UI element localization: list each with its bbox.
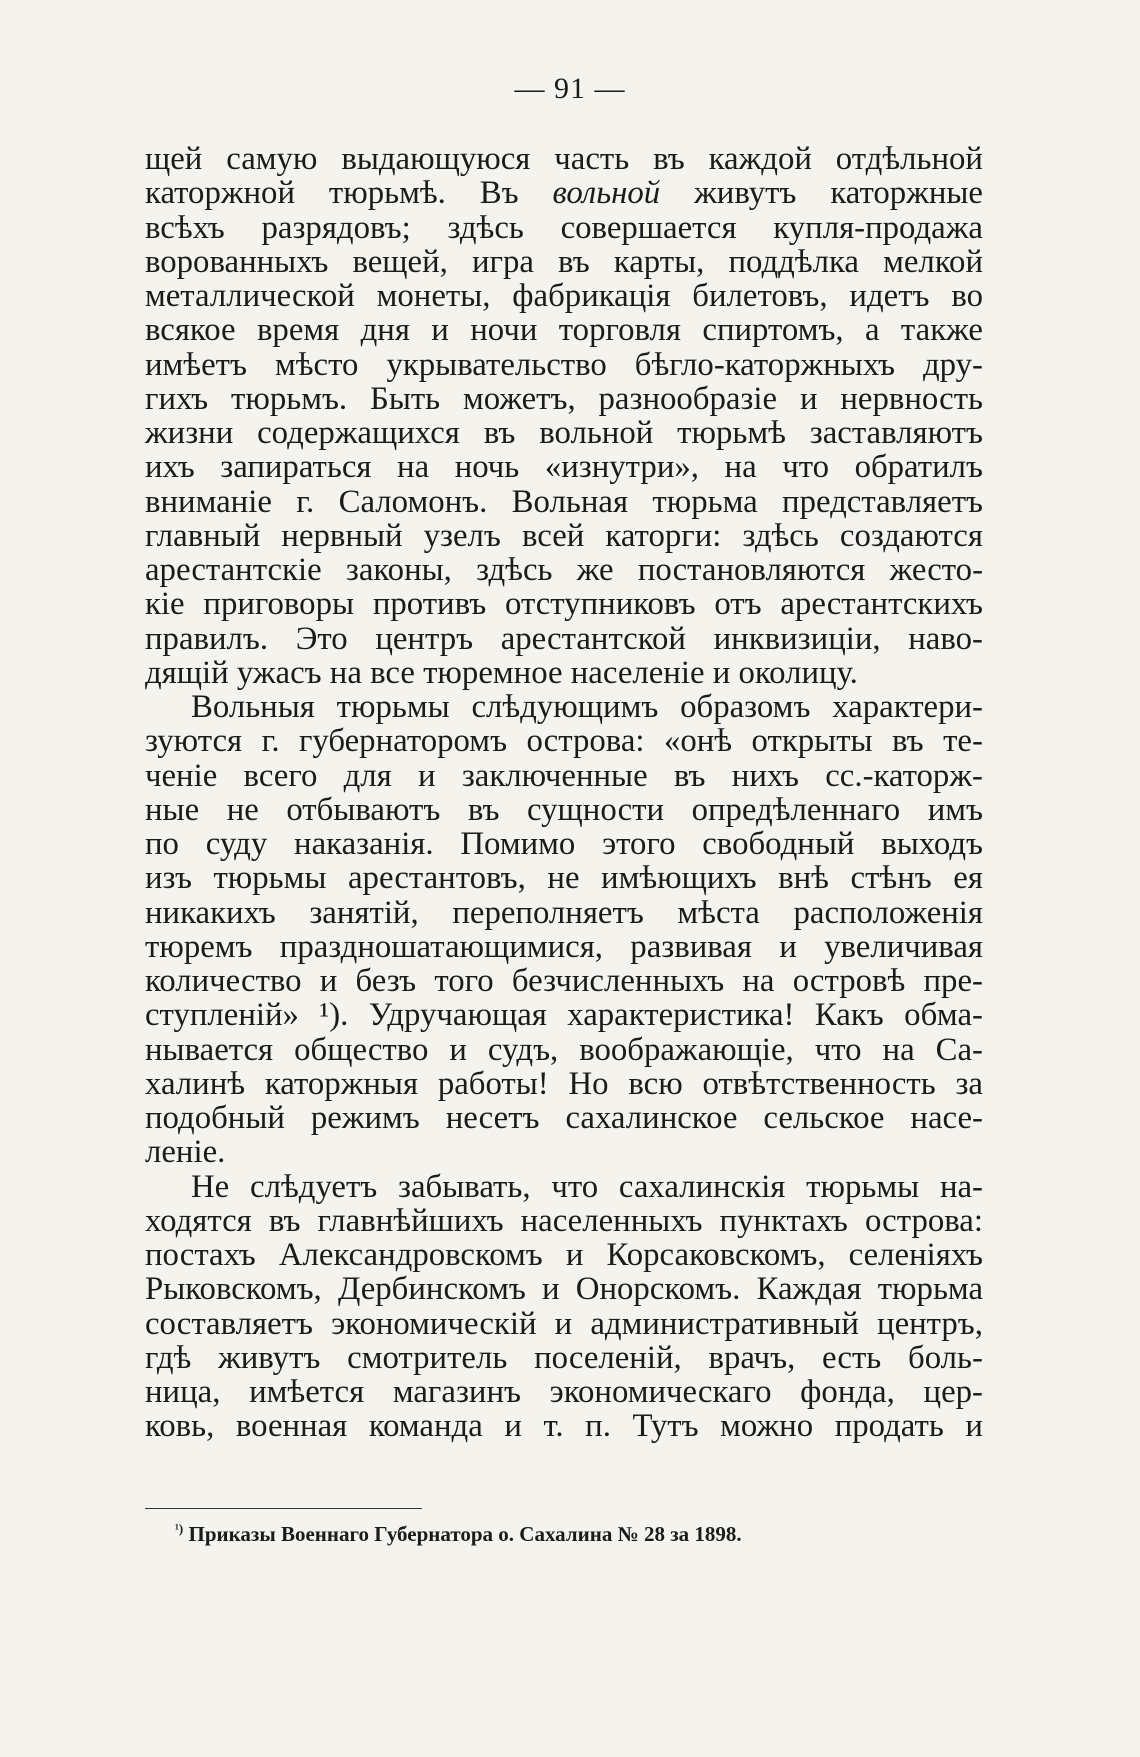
word: здѣсь	[447, 209, 524, 246]
word: что	[814, 1031, 862, 1068]
word: тюрьма	[652, 483, 758, 520]
word: отступниковъ	[505, 586, 696, 623]
text-line	[145, 313, 983, 347]
word: Какъ	[814, 997, 884, 1034]
word: тюрьмы	[336, 689, 450, 725]
text-line	[145, 519, 983, 553]
word: арестантскихъ	[780, 586, 983, 623]
word: арестантскіе	[145, 552, 322, 588]
text-line	[145, 142, 983, 176]
word: Помимо	[460, 826, 576, 862]
text-line	[145, 1033, 983, 1067]
word: судъ,	[487, 1031, 559, 1068]
text-line	[145, 1170, 983, 1204]
word: нервность	[840, 380, 983, 417]
word: инквизиціи,	[713, 620, 881, 657]
word: всей	[521, 517, 585, 554]
text-line	[145, 759, 983, 793]
word: вниманіе	[145, 483, 272, 520]
word: и	[542, 1271, 560, 1308]
word: врачъ,	[708, 1339, 796, 1376]
footnote-marker: ¹)	[175, 1521, 184, 1536]
word: же	[576, 552, 614, 588]
word: въ	[892, 723, 924, 760]
body-text	[145, 142, 983, 1444]
word: часть	[554, 141, 630, 177]
word: на	[397, 449, 430, 486]
word: развивая	[630, 928, 752, 965]
word: Быть	[369, 380, 441, 417]
word: вещей,	[352, 243, 448, 280]
word: всего	[243, 757, 318, 794]
word: т.	[543, 1408, 564, 1445]
word: по	[145, 826, 179, 862]
word: во	[951, 278, 983, 314]
word: нихъ	[731, 757, 799, 794]
word: фабрикація	[512, 278, 671, 314]
text-line	[145, 1341, 983, 1375]
word: г.	[261, 723, 280, 760]
word: сельское	[763, 1100, 885, 1136]
word: для	[343, 757, 392, 794]
word: тюремъ	[145, 928, 253, 965]
word: въ	[483, 415, 516, 451]
word: и	[799, 380, 818, 417]
word: этого	[602, 826, 676, 862]
word: острова:	[864, 1202, 983, 1239]
word: образомъ	[680, 689, 811, 725]
word: дня	[360, 312, 410, 349]
word: главнѣйшихъ	[317, 1202, 504, 1239]
text-line	[145, 1375, 983, 1409]
word: гихъ	[145, 380, 209, 417]
word: пре-	[923, 963, 983, 999]
word: отвѣтственность	[702, 1065, 936, 1102]
word: воображающіе,	[579, 1031, 794, 1068]
word: создаются	[839, 517, 983, 554]
text-line: леніе.	[145, 1134, 226, 1171]
word: режимъ	[310, 1100, 420, 1136]
text-line	[145, 827, 983, 861]
text-line	[145, 485, 983, 519]
word: ходятся	[145, 1202, 252, 1239]
word: насе-	[910, 1100, 983, 1136]
text-line	[145, 622, 983, 656]
word: нывается	[145, 1031, 274, 1068]
word: приговоры	[203, 586, 355, 623]
word: билетовъ,	[692, 278, 828, 314]
word: Рыковскомъ,	[145, 1271, 322, 1308]
word: главный	[145, 517, 261, 554]
word: карты,	[613, 243, 705, 280]
word: и	[504, 1408, 522, 1445]
text-line	[145, 861, 983, 895]
word: мѣста	[677, 894, 760, 931]
word: на	[724, 449, 757, 486]
word: «онѣ	[663, 723, 733, 760]
word: арестантовъ,	[347, 860, 526, 897]
word: игра	[471, 243, 534, 280]
paragraph-2	[145, 690, 983, 1170]
word: ихъ	[145, 449, 195, 486]
word: мѣсто	[275, 346, 359, 383]
word: имѣющихъ	[601, 860, 757, 897]
word: зуются	[145, 723, 243, 760]
word: заставляютъ	[809, 415, 983, 451]
word: имъ	[927, 791, 983, 828]
word: живутъ	[218, 1339, 321, 1376]
word: губернаторомъ	[298, 723, 508, 760]
word: Это	[295, 620, 348, 657]
word: ¹).	[319, 997, 349, 1034]
word: обратилъ	[854, 449, 983, 486]
text-line	[145, 896, 983, 930]
word: постановляются	[637, 552, 866, 588]
text-line	[145, 553, 983, 587]
word: разнообразіе	[598, 380, 778, 417]
word: селеніяхъ	[848, 1237, 983, 1273]
word: нервный	[281, 517, 403, 554]
word: живутъ	[694, 175, 797, 212]
word: и	[418, 757, 436, 794]
word: поселеній,	[534, 1339, 682, 1376]
word: команда	[368, 1408, 483, 1445]
word: ные	[145, 791, 200, 828]
word: въ	[673, 757, 706, 794]
word: Онорскомъ.	[575, 1271, 741, 1308]
word: безчисленныхъ	[511, 963, 725, 999]
word: несетъ	[445, 1100, 540, 1136]
word: тюрьмѣ.	[328, 175, 446, 212]
text-line	[145, 176, 983, 210]
text-line	[145, 279, 983, 313]
word: выдающуюся	[341, 141, 531, 177]
text-line	[145, 1307, 983, 1341]
word: магазинъ	[392, 1374, 521, 1410]
word: безъ	[355, 963, 417, 999]
word: на-	[939, 1168, 983, 1205]
word: всякое	[145, 312, 236, 349]
word: тюрьмы	[806, 1168, 920, 1205]
word: характери-	[832, 689, 983, 725]
word: самую	[226, 141, 318, 177]
word: Но	[568, 1065, 609, 1102]
paragraph-1	[145, 142, 983, 690]
word: время	[256, 312, 340, 349]
word: Са-	[935, 1031, 983, 1068]
word: праздношатающимися,	[279, 928, 604, 965]
word: экономическій	[331, 1305, 537, 1342]
word: спиртомъ,	[702, 312, 844, 349]
word: каторжные	[830, 175, 983, 212]
word: центръ	[375, 620, 474, 657]
word: что	[551, 1168, 599, 1205]
word: правилъ.	[145, 620, 269, 657]
word: халинѣ	[145, 1065, 246, 1102]
word: изъ	[145, 860, 192, 897]
word: того	[434, 963, 494, 999]
word: ступленій»	[145, 997, 299, 1034]
word: на	[742, 963, 775, 999]
text-line	[145, 1101, 983, 1135]
text-line	[145, 450, 983, 484]
word: островѣ	[792, 963, 906, 999]
word: слѣдующимъ	[471, 689, 659, 725]
word: и	[565, 1237, 584, 1273]
word: дру-	[922, 346, 983, 383]
word: здѣсь	[742, 517, 819, 554]
text-line	[145, 930, 983, 964]
word: отбываютъ	[286, 791, 441, 828]
word: ковь,	[145, 1408, 215, 1445]
word: и	[779, 928, 797, 965]
word: ворованныхъ	[145, 243, 329, 280]
text-line	[145, 690, 983, 724]
word: опредѣленнаго	[691, 791, 901, 828]
word: характеристика!	[567, 997, 795, 1034]
word: продать	[834, 1408, 944, 1445]
word: Вольныя	[191, 689, 315, 725]
word: также	[900, 312, 983, 349]
word: каждой	[708, 141, 812, 177]
word: въ	[653, 141, 685, 177]
word: и	[449, 1031, 467, 1068]
footnote	[175, 1521, 742, 1547]
word: суду	[205, 826, 268, 862]
word: торговля	[558, 312, 682, 349]
word: вольной	[552, 175, 661, 212]
word: увеличивая	[824, 928, 983, 965]
text-line	[145, 211, 983, 245]
word: п.	[585, 1408, 611, 1445]
word: щей	[145, 141, 203, 177]
text-line	[145, 793, 983, 827]
word: а	[864, 312, 880, 349]
word: купля-продажа	[773, 209, 983, 246]
footnote-divider	[145, 1508, 422, 1509]
word: острова:	[526, 723, 645, 760]
word: тюрьмы	[213, 860, 327, 897]
word: те-	[943, 723, 983, 760]
word: общество	[294, 1031, 429, 1068]
word: не	[547, 860, 580, 897]
word: въ	[268, 1202, 301, 1239]
word: представляетъ	[782, 483, 983, 520]
text-line	[145, 1238, 983, 1272]
word: стѣнъ	[850, 860, 932, 897]
word: свободный	[702, 826, 855, 862]
word: гдѣ	[145, 1339, 192, 1376]
text-line	[145, 1272, 983, 1306]
word: слѣдуетъ	[250, 1168, 378, 1205]
word: сахалинскія	[618, 1168, 786, 1205]
word: тюрьма	[877, 1271, 983, 1308]
word: «изнутри»,	[544, 449, 699, 486]
word: поддѣлка	[728, 243, 859, 280]
word: постахъ	[145, 1237, 256, 1273]
word: работы!	[437, 1065, 549, 1102]
word: есть	[822, 1339, 882, 1376]
word: отъ	[714, 586, 762, 623]
word: совершается	[560, 209, 737, 246]
word: ченіе	[145, 757, 218, 794]
word: всѣхъ	[145, 209, 225, 246]
word: фонда,	[800, 1374, 895, 1410]
word: Тутъ	[632, 1408, 699, 1445]
word: каторжной	[145, 175, 296, 212]
word: и	[319, 963, 338, 999]
word: идетъ	[849, 278, 930, 314]
word: административный	[590, 1305, 859, 1342]
word: внѣ	[778, 860, 829, 897]
text-line	[145, 1409, 983, 1443]
word: и	[965, 1408, 983, 1445]
word: здѣсь	[476, 552, 553, 588]
word: вольной	[539, 415, 654, 451]
word: можетъ,	[463, 380, 576, 417]
word: занятій,	[309, 894, 419, 931]
word: наказанія.	[294, 826, 434, 862]
word: боль-	[908, 1339, 983, 1376]
word: ночи	[470, 312, 538, 349]
word: Удручающая	[368, 997, 547, 1034]
word: г.	[296, 483, 315, 520]
word: жесто-	[889, 552, 983, 588]
word: наво-	[908, 620, 983, 657]
word: никакихъ	[145, 894, 276, 931]
word: заключенные	[461, 757, 648, 794]
word: пунктахъ	[719, 1202, 848, 1239]
word: каторжныя	[264, 1065, 419, 1102]
word: забывать,	[398, 1168, 531, 1205]
footnote-text: Приказы Военнаго Губернатора о. Сахалина № 28 за 1898.	[188, 1522, 742, 1546]
text-line	[145, 964, 983, 998]
word: въ	[558, 243, 590, 280]
word: и	[554, 1305, 573, 1342]
word: запираться	[220, 449, 372, 486]
word: на	[882, 1031, 915, 1068]
word: количество	[145, 963, 302, 999]
word: выходъ	[881, 826, 983, 862]
word: въ	[467, 791, 500, 828]
word: и	[431, 312, 449, 349]
word: Александровскомъ	[278, 1237, 543, 1273]
word: разрядовъ;	[261, 209, 411, 246]
word: всю	[628, 1065, 683, 1102]
word: ница,	[145, 1374, 221, 1410]
text-line: дящій ужасъ на все тюремное населеніе и околицу.	[145, 654, 858, 691]
word: бѣгло-каторжныхъ	[634, 346, 895, 383]
word: Саломонъ.	[338, 483, 488, 520]
text-line	[145, 245, 983, 279]
text-line	[145, 382, 983, 416]
word: Не	[191, 1168, 230, 1205]
word: что	[782, 449, 829, 486]
word: можно	[720, 1408, 814, 1445]
word: сущности	[527, 791, 665, 828]
word: ея	[953, 860, 983, 897]
word: за	[955, 1065, 983, 1102]
word: каторги:	[605, 517, 722, 554]
text-line	[145, 416, 983, 450]
word: подобный	[145, 1100, 285, 1136]
word: ночь	[454, 449, 520, 486]
word: населенныхъ	[520, 1202, 703, 1239]
word: арестантской	[500, 620, 686, 657]
word: укрывательство	[386, 346, 607, 383]
word: расположенія	[793, 894, 983, 931]
word: мелкой	[883, 243, 983, 280]
word: тюрьмѣ	[677, 415, 786, 451]
word: жизни	[145, 415, 234, 451]
text-line	[145, 1204, 983, 1238]
word: отдѣльной	[835, 141, 983, 177]
word: Дербинскомъ	[337, 1271, 526, 1308]
word: кіе	[145, 586, 185, 623]
text-line	[145, 1067, 983, 1101]
word: противъ	[372, 586, 487, 623]
word: монеты,	[376, 278, 491, 314]
word: имѣется	[249, 1374, 365, 1410]
text-line	[145, 587, 983, 621]
word: центръ,	[877, 1305, 983, 1342]
word: составляетъ	[145, 1305, 313, 1342]
word: военная	[235, 1408, 348, 1445]
word: тюрьмъ.	[231, 380, 348, 417]
word: переполняетъ	[452, 894, 644, 931]
word: содержащихся	[257, 415, 460, 451]
word: узелъ	[423, 517, 501, 554]
word: открыты	[751, 723, 873, 760]
word: сс.-каторж-	[825, 757, 983, 794]
text-line	[145, 724, 983, 758]
word: имѣетъ	[145, 346, 247, 383]
word: законы,	[345, 552, 452, 588]
text-line	[145, 998, 983, 1032]
word: экономическаго	[549, 1374, 772, 1410]
text-line	[145, 348, 983, 382]
word: Вольная	[511, 483, 629, 520]
paragraph-3	[145, 1170, 983, 1444]
word: Каждая	[756, 1271, 862, 1308]
word: не	[226, 791, 259, 828]
word: металлической	[145, 278, 355, 314]
word: Въ	[479, 175, 519, 212]
word: обма-	[904, 997, 983, 1034]
word: цер-	[923, 1374, 983, 1410]
page-number: — 91 —	[514, 72, 626, 105]
word: Корсаковскомъ,	[606, 1237, 826, 1273]
word: сахалинское	[565, 1100, 738, 1136]
word: смотритель	[347, 1339, 508, 1376]
